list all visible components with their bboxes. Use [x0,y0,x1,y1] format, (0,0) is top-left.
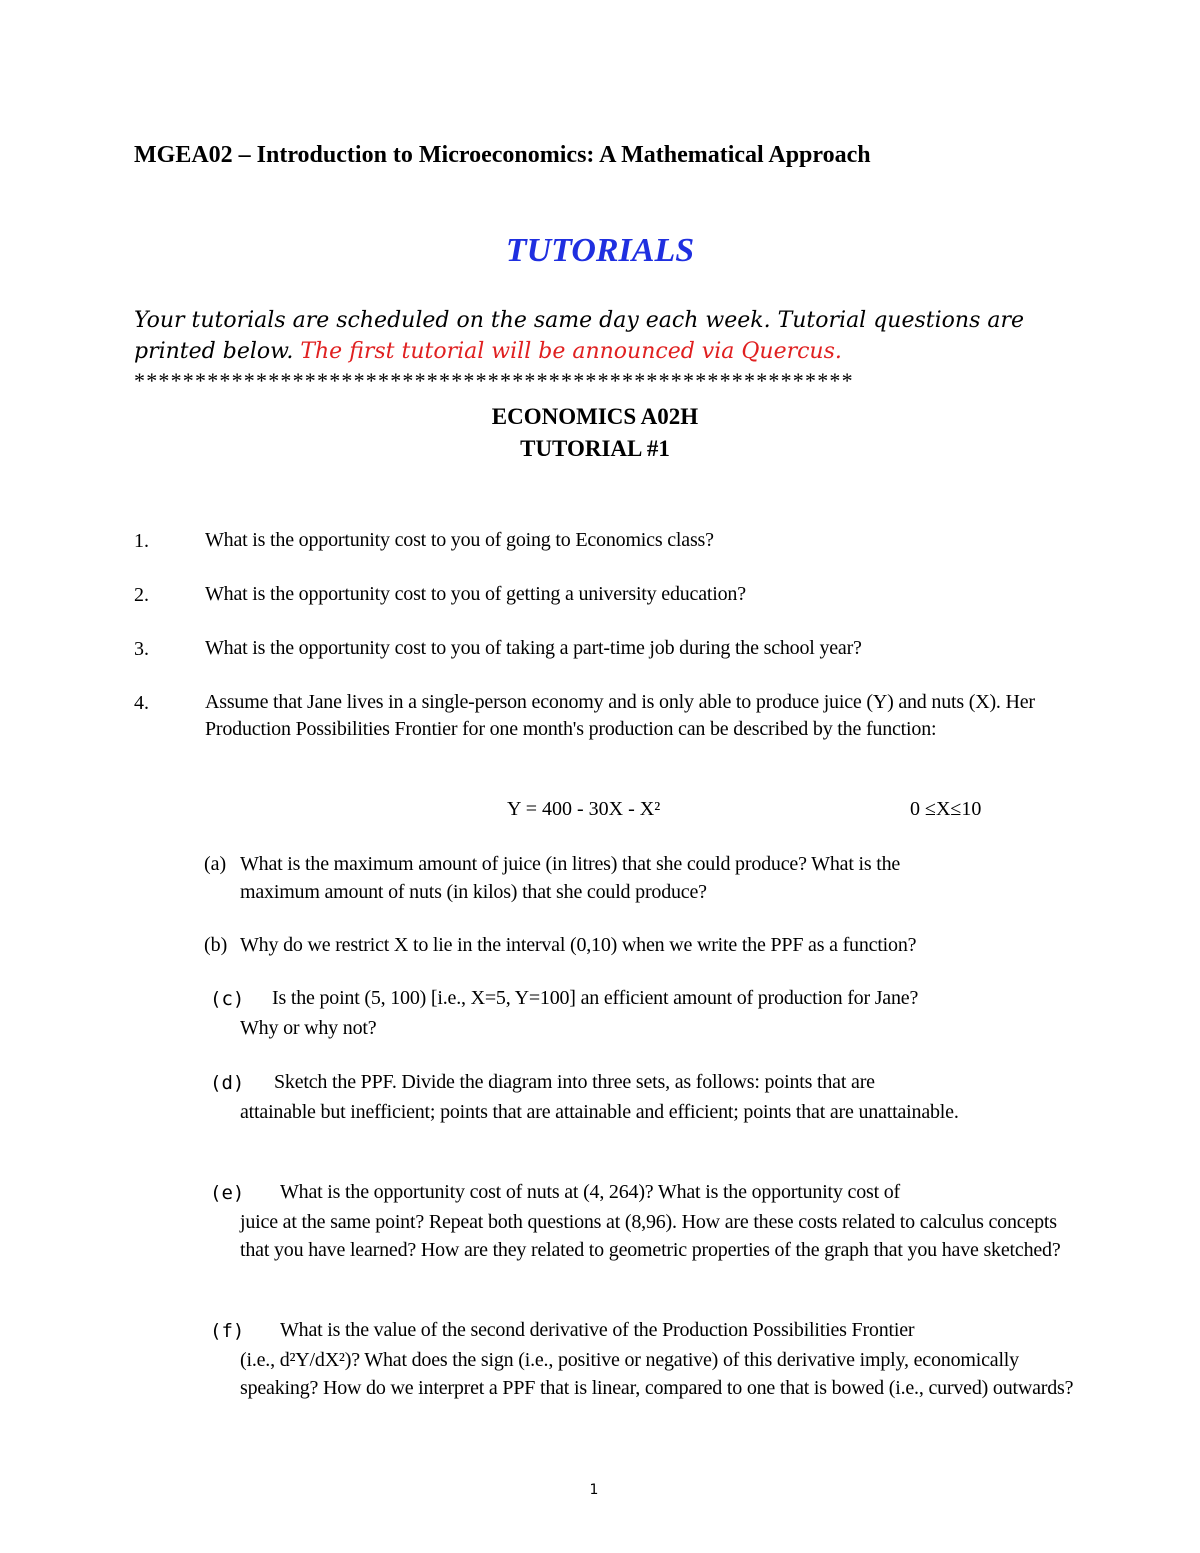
course-title: MGEA02 – Introduction to Microeconomics: A Mathematical Approach [134,142,871,168]
ppf-equation: Y = 400 - 30X - X² [507,798,661,820]
question-text: Assume that Jane lives in a single-person economy and is only able to produce juice (Y) and nuts (X). Her Production Possibilities Frontier for one month's production can be described by the function: [205,691,1035,740]
subquestion-text: What is the maximum amount of juice (in litres) that she could produce? What is the [240,853,901,875]
question-number: 4. [134,692,149,714]
subquestion-text-continued: (i.e., d²Y/dX²)? What does the sign (i.e., positive or negative) of this derivative imply, economically speaking? How do we interpret a PPF that is linear, compared to one that is bowed (i.e., curved) outwards? [240,1349,1074,1399]
separator-line: *********************************************************** [134,368,854,393]
subquestion-text-continued: juice at the same point? Repeat both questions at (8,96). How are these costs related to calculus concepts that you have learned? How are they related to geometric properties of the graph that you have sketched? [240,1211,1061,1261]
question-number: 2. [134,584,149,606]
subquestion-label: (c) [210,988,245,1010]
intro-paragraph [134,305,1074,367]
subquestion-text: Why do we restrict X to lie in the interval (0,10) when we write the PPF as a function? [240,934,917,956]
question-text: What is the opportunity cost to you of going to Economics class? [205,529,714,551]
subquestion-text: What is the opportunity cost of nuts at (4, 264)? What is the opportunity cost of [280,1181,900,1203]
tutorial-heading: TUTORIAL #1 [520,436,670,461]
page-number: 1 [589,1482,599,1498]
tutorials-title: TUTORIALS [505,232,695,269]
subquestion-text-continued: maximum amount of nuts (in kilos) that she could produce? [240,881,707,903]
subquestion-text: Sketch the PPF. Divide the diagram into three sets, as follows: points that are [274,1071,875,1093]
ppf-constraint: 0 ≤X≤10 [910,798,982,820]
subquestion-label: (d) [210,1072,245,1094]
question-text: What is the opportunity cost to you of getting a university education? [205,583,746,605]
subquestion-text-continued: Why or why not? [240,1017,377,1039]
subquestion-label: (e) [210,1182,245,1204]
section-heading: ECONOMICS A02H [491,404,699,429]
subquestion-text: What is the value of the second derivative of the Production Possibilities Frontier [280,1319,915,1341]
subquestion-text-continued: attainable but inefficient; points that are attainable and efficient; points that are unattainable. [240,1101,959,1123]
subquestion-label: (f) [210,1320,245,1342]
question-number: 1. [134,530,149,552]
subquestion-text: Is the point (5, 100) [i.e., X=5, Y=100] an efficient amount of production for Jane? [272,987,919,1009]
subquestion-label: (b) [204,934,228,956]
subquestion-label: (a) [204,853,227,875]
question-text: What is the opportunity cost to you of taking a part-time job during the school year? [205,637,862,659]
intro-text: Your tutorials are scheduled on the same day each week. Tutorial questions are printed below. [134,308,1025,364]
question-number: 3. [134,638,149,660]
intro-notice: The first tutorial will be announced via Quercus. [300,339,842,364]
